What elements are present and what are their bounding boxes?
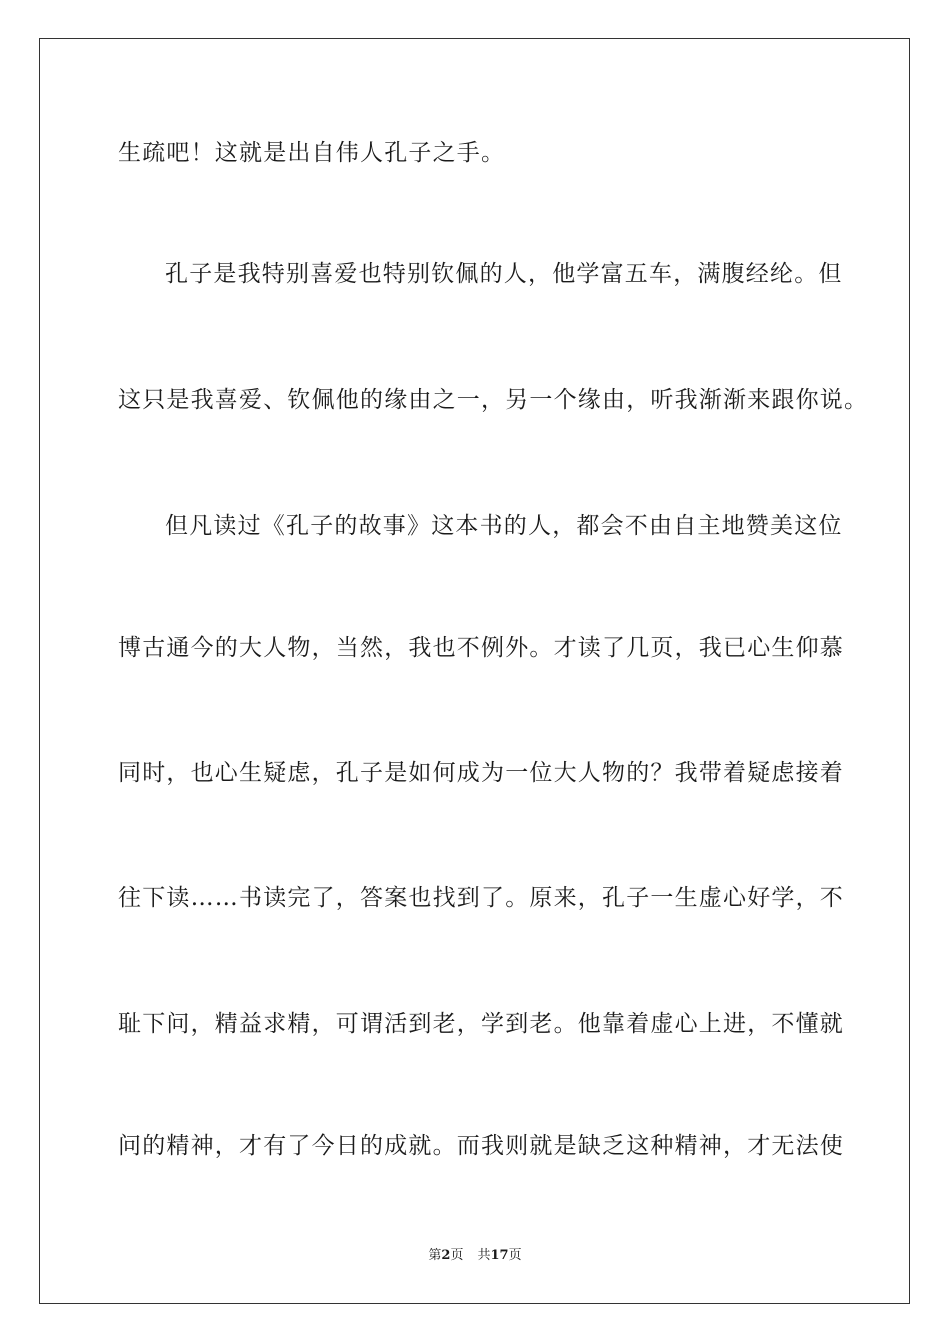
page-number: 2 — [441, 1248, 451, 1263]
total-pages: 17 — [490, 1248, 509, 1263]
page-prefix: 第 — [428, 1248, 442, 1263]
text-line-6: 同时，也心生疑虑，孔子是如何成为一位大人物的？我带着疑虑接着 — [118, 760, 844, 786]
total-suffix: 页 — [508, 1248, 522, 1263]
page-suffix: 页 — [450, 1248, 464, 1263]
text-line-8: 耻下问，精益求精，可谓活到老，学到老。他靠着虚心上进，不懂就 — [118, 1011, 844, 1037]
paragraph-start-line: 但凡读过《孔子的故事》这本书的人，都会不由自主地赞美这位 — [165, 513, 843, 539]
text-line-3: 这只是我喜爱、钦佩他的缘由之一，另一个缘由，听我渐渐来跟你说。 — [118, 387, 869, 413]
text-line-1: 生疏吧！这就是出自伟人孔子之手。 — [118, 140, 506, 166]
total-prefix: 共 — [477, 1248, 491, 1263]
text-line-5: 博古通今的大人物，当然，我也不例外。才读了几页，我已心生仰慕 — [118, 635, 844, 661]
paragraph-start-line: 孔子是我特别喜爱也特别钦佩的人，他学富五车，满腹经纶。但 — [165, 261, 843, 287]
text-line-9: 问的精神，才有了今日的成就。而我则就是缺乏这种精神，才无法使 — [118, 1133, 844, 1159]
page-border — [39, 38, 910, 1304]
page-footer — [0, 1247, 950, 1265]
text-line-7: 往下读……书读完了，答案也找到了。原来，孔子一生虚心好学，不 — [118, 885, 844, 911]
